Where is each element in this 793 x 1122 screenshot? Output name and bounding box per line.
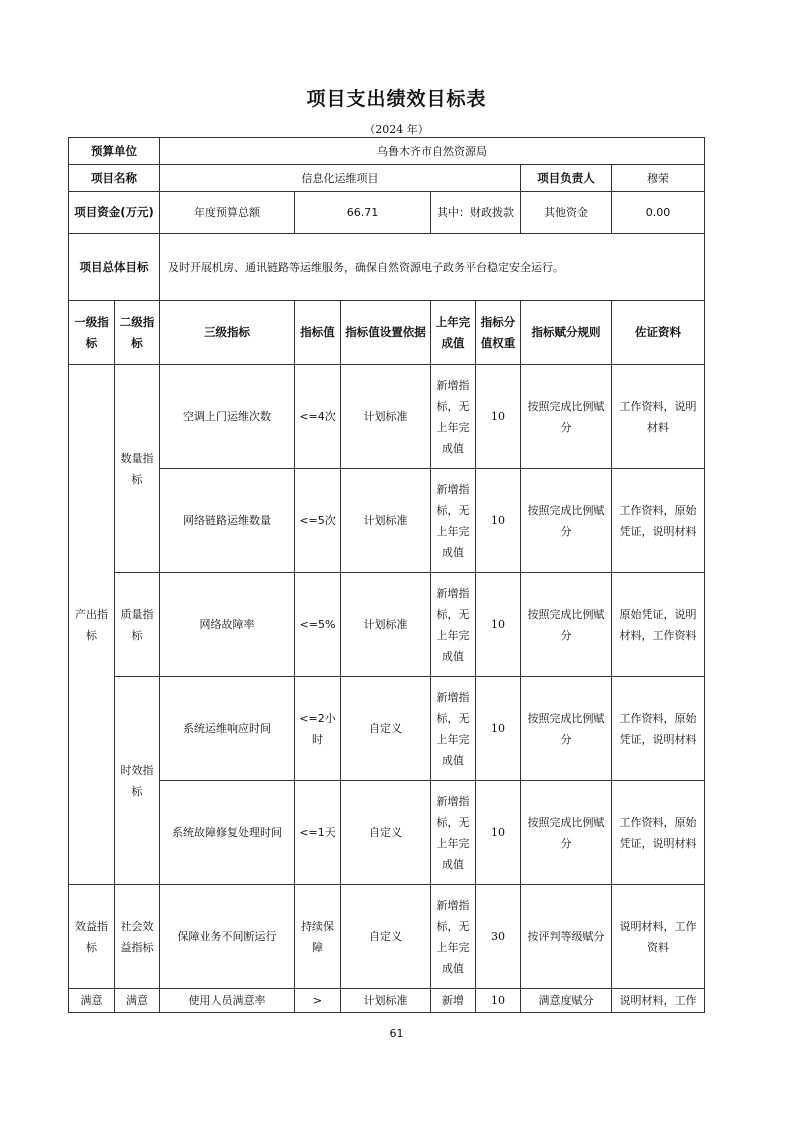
- table-row: [69, 989, 705, 1013]
- other-value: 0.00: [612, 192, 705, 234]
- table-row: [69, 365, 705, 469]
- header-value: 指标值: [295, 301, 341, 365]
- indicator-weight: 10: [476, 365, 521, 469]
- unit-value: 乌鲁木齐市自然资源局: [160, 138, 705, 165]
- indicator-value: <=1天: [295, 781, 341, 885]
- table-row: [69, 885, 705, 989]
- year-label: （2024 年）: [364, 123, 429, 136]
- group-timeliness: 时效指标: [115, 677, 160, 885]
- indicator-weight: 10: [476, 781, 521, 885]
- indicator-basis: 自定义: [341, 885, 431, 989]
- project-name-label: 项目名称: [69, 165, 160, 192]
- indicator-last-year: 新增指标，无上年完成值: [431, 573, 476, 677]
- indicator-evidence: 原始凭证，说明材料，工作资料: [612, 573, 705, 677]
- indicator-rule: 按照完成比例赋分: [521, 573, 612, 677]
- table-row: [69, 573, 705, 677]
- annual-total-label: 年度预算总额: [160, 192, 295, 234]
- goal-value: 及时开展机房、通讯链路等运维服务，确保自然资源电子政务平台稳定安全运行。: [160, 234, 705, 301]
- indicator-value: <=5次: [295, 469, 341, 573]
- indicator-last-year: 新增: [431, 989, 476, 1013]
- group-social: 社会效益指标: [115, 885, 160, 989]
- indicator-evidence: 工作资料，原始凭证，说明材料: [612, 677, 705, 781]
- page-number: 61: [389, 1027, 404, 1040]
- indicator-name: 网络故障率: [160, 573, 295, 677]
- indicator-weight: 10: [476, 677, 521, 781]
- indicator-basis: 计划标准: [341, 365, 431, 469]
- indicator-name: 系统运维响应时间: [160, 677, 295, 781]
- indicator-rule: 满意度赋分: [521, 989, 612, 1013]
- group-satisfaction: 满意: [69, 989, 115, 1013]
- header-level3: 三级指标: [160, 301, 295, 365]
- indicator-value: >: [295, 989, 341, 1013]
- indicator-weight: 30: [476, 885, 521, 989]
- group-benefit: 效益指标: [69, 885, 115, 989]
- indicator-weight: 10: [476, 573, 521, 677]
- table-row: [69, 781, 705, 885]
- table-row: [69, 469, 705, 573]
- header-basis: 指标值设置依据: [341, 301, 431, 365]
- performance-table: [68, 137, 705, 1013]
- indicator-weight: 10: [476, 989, 521, 1013]
- indicator-basis: 计划标准: [341, 469, 431, 573]
- indicator-evidence: 工作资料，原始凭证，说明材料: [612, 469, 705, 573]
- header-level1: 一级指标: [69, 301, 115, 365]
- header-evidence: 佐证资料: [612, 301, 705, 365]
- indicator-rule: 按评判等级赋分: [521, 885, 612, 989]
- other-label: 其他资金: [521, 192, 612, 234]
- indicator-name: 使用人员满意率: [160, 989, 295, 1013]
- indicator-value: <=5%: [295, 573, 341, 677]
- indicator-name: 系统故障修复处理时间: [160, 781, 295, 885]
- indicator-evidence: 说明材料，工作: [612, 989, 705, 1013]
- indicator-weight: 10: [476, 469, 521, 573]
- indicator-basis: 计划标准: [341, 989, 431, 1013]
- unit-label: 预算单位: [69, 138, 160, 165]
- fiscal-label: 其中：财政拨款: [431, 192, 521, 234]
- indicator-last-year: 新增指标，无上年完成值: [431, 469, 476, 573]
- header-level2: 二级指标: [115, 301, 160, 365]
- group-quantity: 数量指标: [115, 365, 160, 573]
- indicator-name: 网络链路运维数量: [160, 469, 295, 573]
- indicator-name: 空调上门运维次数: [160, 365, 295, 469]
- leader-value: 穆荣: [612, 165, 705, 192]
- indicator-last-year: 新增指标，无上年完成值: [431, 365, 476, 469]
- group-quality: 质量指标: [115, 573, 160, 677]
- indicator-last-year: 新增指标，无上年完成值: [431, 781, 476, 885]
- indicator-evidence: 工作资料，说明材料: [612, 365, 705, 469]
- indicator-last-year: 新增指标，无上年完成值: [431, 885, 476, 989]
- header-weight: 指标分值权重: [476, 301, 521, 365]
- table-row: [69, 677, 705, 781]
- indicator-evidence: 工作资料，原始凭证，说明材料: [612, 781, 705, 885]
- indicator-evidence: 说明材料，工作资料: [612, 885, 705, 989]
- page-title: 项目支出绩效目标表: [306, 88, 487, 110]
- fund-label: 项目资金(万元): [69, 192, 160, 234]
- goal-label: 项目总体目标: [69, 234, 160, 301]
- indicator-basis: 自定义: [341, 677, 431, 781]
- indicator-name: 保障业务不间断运行: [160, 885, 295, 989]
- leader-label: 项目负责人: [521, 165, 612, 192]
- indicator-rule: 按照完成比例赋分: [521, 781, 612, 885]
- header-rule: 指标赋分规则: [521, 301, 612, 365]
- indicator-value: 持续保障: [295, 885, 341, 989]
- indicator-rule: 按照完成比例赋分: [521, 677, 612, 781]
- header-last-year: 上年完成值: [431, 301, 476, 365]
- indicator-rule: 按照完成比例赋分: [521, 365, 612, 469]
- group-satisfaction-level2: 满意: [115, 989, 160, 1013]
- indicator-value: <=4次: [295, 365, 341, 469]
- indicator-value: <=2小时: [295, 677, 341, 781]
- indicator-last-year: 新增指标，无上年完成值: [431, 677, 476, 781]
- indicator-basis: 计划标准: [341, 573, 431, 677]
- project-name-value: 信息化运维项目: [160, 165, 521, 192]
- indicator-basis: 自定义: [341, 781, 431, 885]
- indicator-rule: 按照完成比例赋分: [521, 469, 612, 573]
- annual-total-value: 66.71: [295, 192, 431, 234]
- group-output: 产出指标: [69, 365, 115, 885]
